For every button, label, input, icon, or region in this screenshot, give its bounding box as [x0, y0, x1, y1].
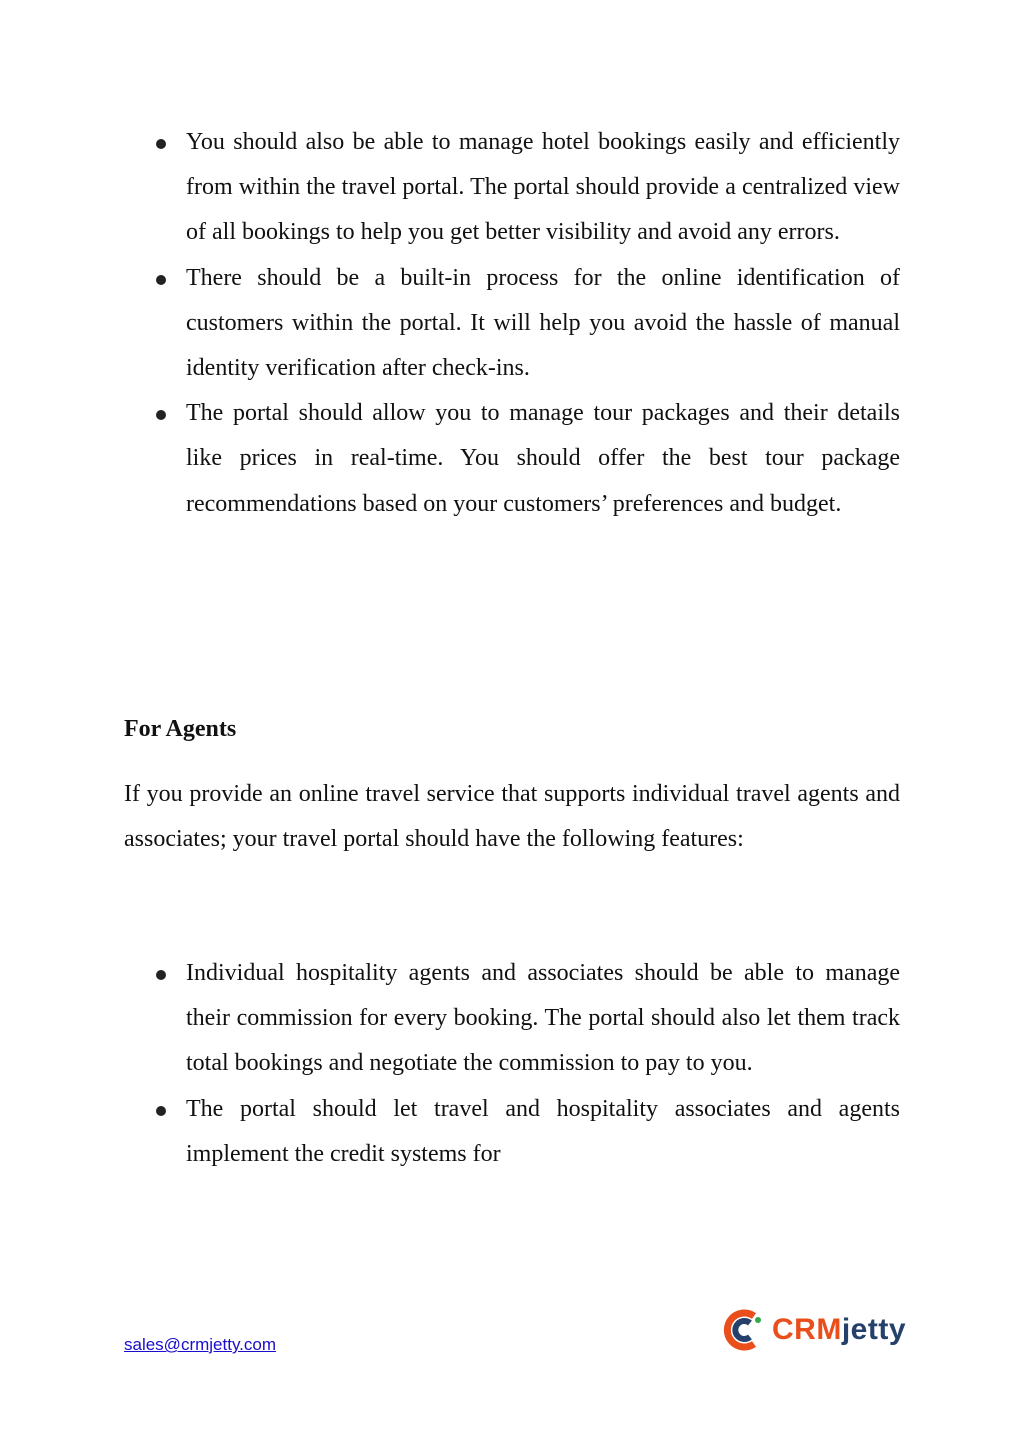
list-item-text: You should also be able to manage hotel bookings easily and efficiently from within the travel portal. The portal should provide a centralized view of all bookings to help you get better visibility and avoid any errors. [186, 129, 900, 246]
list-item-text: There should be a built-in process for the online identification of customers within the portal. It will help you avoid the hassle of manual identity verification after check-ins. [186, 264, 900, 382]
bullet-list-top [124, 120, 900, 527]
section-paragraph: If you provide an online travel service that supports individual travel agents and associates; your travel portal should have the following features: [124, 781, 900, 853]
bullet-icon [156, 970, 166, 980]
list-item [124, 256, 900, 392]
bullet-list-bottom [124, 951, 900, 1177]
bullet-icon [156, 275, 166, 285]
list-item-text: The portal should allow you to manage tour packages and their details like prices in real-time. You should offer the best tour package recommendations based on your customers’ preferences and budget. [186, 400, 900, 517]
crmjetty-logo [720, 1306, 906, 1354]
logo-text-jetty: jetty [841, 1313, 907, 1346]
bullet-icon [156, 410, 166, 420]
list-item-text: Individual hospitality agents and associates should be able to manage their commission for every booking. The portal should also let them track total bookings and negotiate the commission to pay to you. [186, 960, 900, 1077]
list-item [124, 1087, 900, 1177]
list-item-text: The portal should let travel and hospitality associates and agents implement the credit systems for [186, 1095, 900, 1167]
crmjetty-logo-icon [720, 1307, 766, 1353]
list-item [124, 391, 900, 527]
logo-wordmark [772, 1313, 906, 1347]
list-item [124, 120, 900, 256]
footer-email-link[interactable]: sales@crmjetty.com [124, 1335, 277, 1354]
bullet-icon [156, 1106, 166, 1116]
logo-text-crm: CRM [772, 1313, 842, 1346]
section-heading: For Agents [124, 716, 237, 742]
bullet-icon [156, 139, 166, 149]
list-item [124, 951, 900, 1087]
